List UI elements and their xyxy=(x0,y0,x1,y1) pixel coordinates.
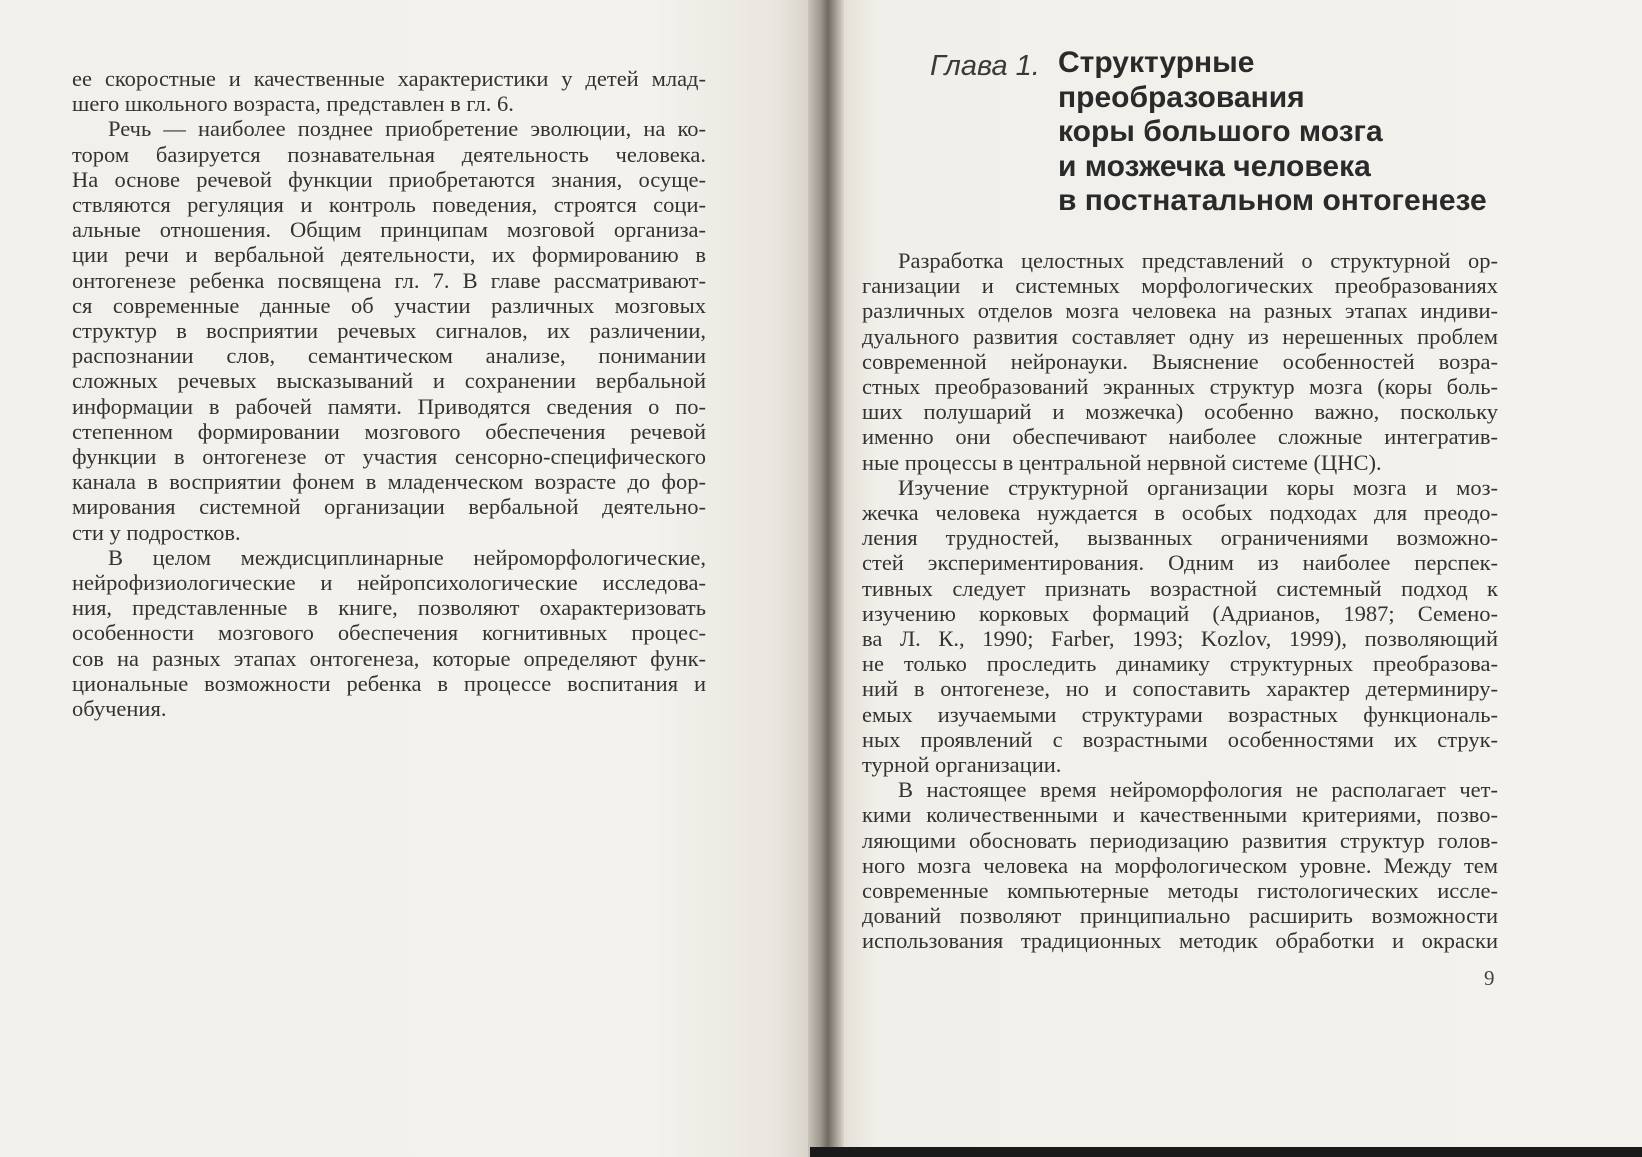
text-line: структур в восприятии речевых сигналов, их различении, xyxy=(72,318,706,344)
text-line: жечка человека нуждается в особых подходах для преодо- xyxy=(862,500,1498,526)
text-line: шего школьного возраста, представлен в гл. 6. xyxy=(72,91,514,117)
chapter-title-line: Структурные xyxy=(1058,46,1255,79)
text-line: информации в рабочей памяти. Приводятся сведения о по- xyxy=(72,393,706,419)
text-line: турной организации. xyxy=(862,752,1062,778)
text-line: канала в восприятии фонем в младенческом возрасте до фор- xyxy=(72,469,706,495)
page-number: 9 xyxy=(1484,966,1495,990)
chapter-label: Глава 1. xyxy=(930,50,1040,82)
text-line: мирования системной организации вербальной деятельно- xyxy=(72,494,706,520)
text-line: ва Л. К., 1990; Farber, 1993; Kozlov, 1999), позволяющий xyxy=(862,626,1498,652)
text-line: именно они обеспечивают наиболее сложные интегратив- xyxy=(862,424,1498,450)
book-gutter xyxy=(808,0,844,1157)
text-line: ного мозга человека на морфологическом уровне. Между тем xyxy=(862,852,1498,878)
text-line: Речь — наиболее позднее приобретение эволюции, на ко- xyxy=(108,116,706,142)
chapter-title-line: в постнатальном онтогенезе xyxy=(1058,184,1487,217)
chapter-title-line: преобразования xyxy=(1058,80,1305,114)
text-line: ствляются регуляция и контроль поведения, строятся соци- xyxy=(72,192,706,218)
text-line: сти у подростков. xyxy=(72,519,241,545)
text-line: ления трудностей, вызванных ограничениями возможно- xyxy=(862,525,1498,551)
text-line: циональные возможности ребенка в процессе воспитания и xyxy=(72,670,706,696)
text-line: ганизации и системных морфологических преобразованиях xyxy=(862,273,1498,299)
text-line: различных отделов мозга человека на разных этапах индиви- xyxy=(862,298,1498,324)
text-line: ные процессы в центральной нервной системе (ЦНС). xyxy=(862,449,1382,475)
text-line: стных преобразований экранных структур мозга (коры боль- xyxy=(862,374,1498,400)
text-line: ции речи и вербальной деятельности, их формированию в xyxy=(72,242,706,268)
text-line: современной нейронауки. Выяснение особенностей возра- xyxy=(862,348,1498,374)
text-line: функции в онтогенезе от участия сенсорно-специфического xyxy=(72,444,706,470)
text-line: сов на разных этапах онтогенеза, которые определяют функ- xyxy=(72,645,706,671)
chapter-title xyxy=(1058,46,1487,219)
text-line: ных проявлений с возрастными особенностями их струк- xyxy=(862,726,1498,752)
scan-bottom-edge xyxy=(810,1147,1642,1157)
text-line: распознании слов, семантическом анализе, понимании xyxy=(72,343,706,369)
text-line: дований позволяют принципиально расширить возможности xyxy=(862,903,1498,929)
chapter-title-line: и мозжечка человека xyxy=(1058,149,1371,183)
text-line: тором базируется познавательная деятельность человека. xyxy=(72,141,706,167)
text-line: степенном формировании мозгового обеспечения речевой xyxy=(72,418,706,444)
chapter-title-line: коры большого мозга xyxy=(1058,115,1383,148)
text-line: особенности мозгового обеспечения когнитивных процес- xyxy=(72,620,706,646)
text-line: использования традиционных методик обработки и окраски xyxy=(862,928,1498,954)
text-line: нейрофизиологические и нейропсихологические исследова- xyxy=(72,570,706,596)
text-line: современные компьютерные методы гистологических иссле- xyxy=(862,878,1498,904)
left-page-body xyxy=(72,66,706,721)
text-line: ний в онтогенезе, но и сопоставить характер детерминиру- xyxy=(862,676,1498,702)
text-line: ся современные данные об участии различных мозговых xyxy=(72,292,706,318)
text-line: ее скоростные и качественные характеристики у детей млад- xyxy=(72,66,706,91)
text-line: онтогенезе ребенка посвящена гл. 7. В главе рассматривают- xyxy=(72,267,706,293)
text-line: дуального развития составляет одну из нерешенных проблем xyxy=(862,323,1498,349)
text-line: стей экспериментирования. Одним из наиболее перспек- xyxy=(862,550,1498,576)
text-line: Разработка целостных представлений о структурной ор- xyxy=(898,248,1498,273)
text-line: обучения. xyxy=(72,696,167,722)
text-line: ляющими обосновать периодизацию развития структур голов- xyxy=(862,827,1498,853)
text-line: ших полушарий и мозжечка) особенно важно, поскольку xyxy=(862,399,1498,425)
right-page-body xyxy=(862,248,1498,954)
text-line: ния, представленные в книге, позволяют охарактеризовать xyxy=(72,595,706,621)
text-line: На основе речевой функции приобретаются знания, осуще- xyxy=(72,166,706,192)
text-line: В целом междисциплинарные нейроморфологические, xyxy=(108,544,706,570)
text-line: сложных речевых высказываний и сохранении вербальной xyxy=(72,368,706,394)
text-line: В настоящее время нейроморфология не располагает чет- xyxy=(898,777,1498,803)
text-line: кими количественными и качественными критериями, позво- xyxy=(862,802,1498,828)
text-line: тивных следует признать возрастной системный подход к xyxy=(862,575,1498,601)
text-line: изучению корковых формаций (Адрианов, 1987; Семено- xyxy=(862,600,1498,626)
text-line: Изучение структурной организации коры мозга и моз- xyxy=(898,474,1498,500)
text-line: емых изучаемыми структурами возрастных функциональ- xyxy=(862,701,1498,727)
text-line: не только проследить динамику структурных преобразова- xyxy=(862,651,1498,677)
text-line: альные отношения. Общим принципам мозговой организа- xyxy=(72,217,706,243)
